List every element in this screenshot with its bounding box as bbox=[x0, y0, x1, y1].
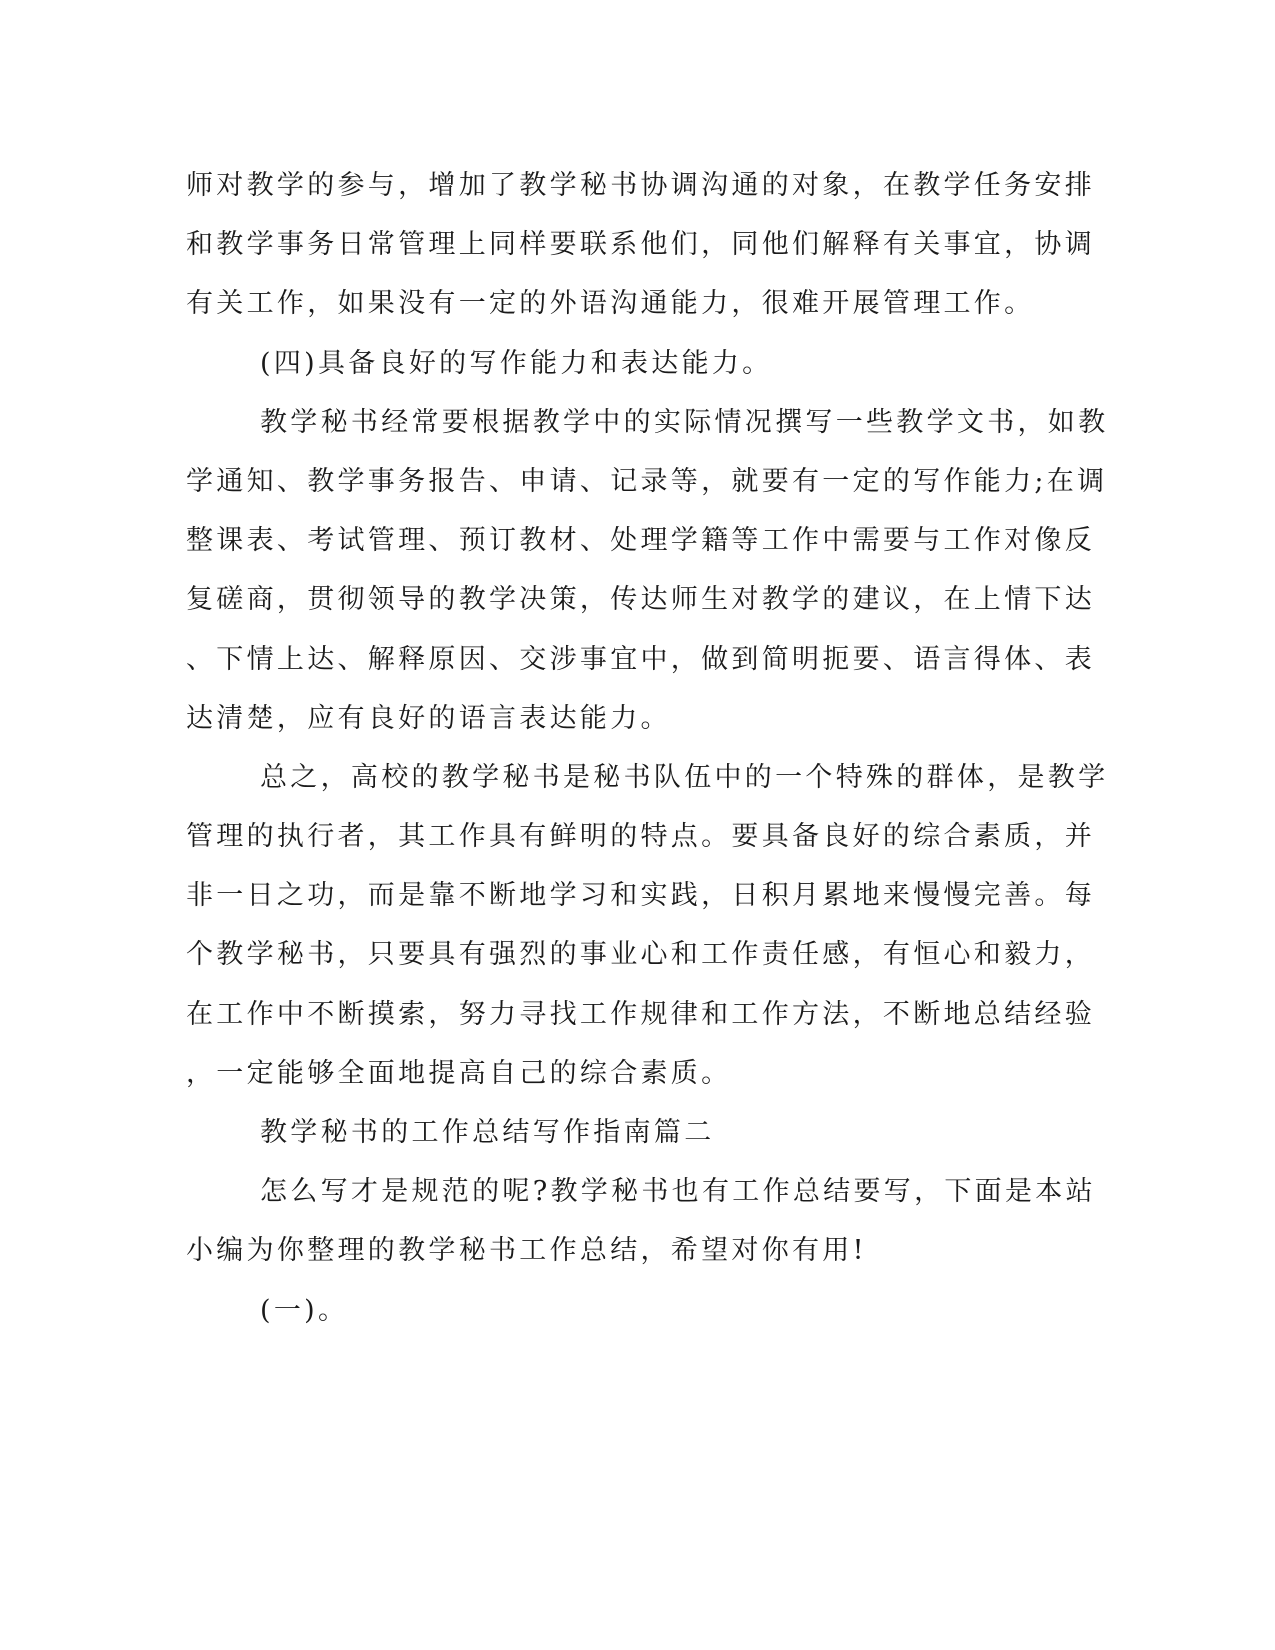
text-line: 师对教学的参与，增加了教学秘书协调沟通的对象，在教学任务安排 bbox=[186, 170, 1095, 201]
section-title: 教学秘书的工作总结写作指南篇二 bbox=[260, 1117, 715, 1148]
text-line: 教学秘书经常要根据教学中的实际情况撰写一些教学文书，如教 bbox=[260, 406, 1109, 438]
text-line: 和教学事务日常管理上同样要联系他们，同他们解释有关事宜，协调 bbox=[186, 229, 1095, 261]
text-line: 达清楚，应有良好的语言表达能力。 bbox=[186, 702, 671, 734]
text-line: 整课表、考试管理、预订教材、处理学籍等工作中需要与工作对像反 bbox=[186, 525, 1095, 557]
text-line: 个教学秘书，只要具有强烈的事业心和工作责任感，有恒心和毅力， bbox=[186, 939, 1095, 971]
text-line: 非一日之功，而是靠不断地学习和实践，日积月累地来慢慢完善。每 bbox=[186, 880, 1095, 912]
section-heading: (一)。 bbox=[260, 1294, 349, 1326]
text-line: ，一定能够全面地提高自己的综合素质。 bbox=[186, 1057, 732, 1089]
text-line: 小编为你整理的教学秘书工作总结，希望对你有用! bbox=[186, 1235, 867, 1267]
document-body bbox=[186, 156, 1109, 1340]
text-line: 复磋商，贯彻领导的教学决策，传达师生对教学的建议，在上情下达 bbox=[186, 584, 1095, 616]
text-line: 学通知、教学事务报告、申请、记录等，就要有一定的写作能力;在调 bbox=[186, 465, 1108, 497]
text-line: 、下情上达、解释原因、交涉事宜中，做到简明扼要、语言得体、表 bbox=[186, 643, 1095, 675]
text-line: 怎么写才是规范的呢?教学秘书也有工作总结要写，下面是本站 bbox=[260, 1176, 1096, 1208]
text-line: 在工作中不断摸索，努力寻找工作规律和工作方法，不断地总结经验 bbox=[186, 998, 1095, 1030]
section-heading: (四)具备良好的写作能力和表达能力。 bbox=[260, 347, 773, 379]
text-line: 总之，高校的教学秘书是秘书队伍中的一个特殊的群体，是教学 bbox=[260, 761, 1109, 793]
text-line: 管理的执行者，其工作具有鲜明的特点。要具备良好的综合素质，并 bbox=[186, 821, 1095, 853]
text-line: 有关工作，如果没有一定的外语沟通能力，很难开展管理工作。 bbox=[186, 288, 1035, 320]
